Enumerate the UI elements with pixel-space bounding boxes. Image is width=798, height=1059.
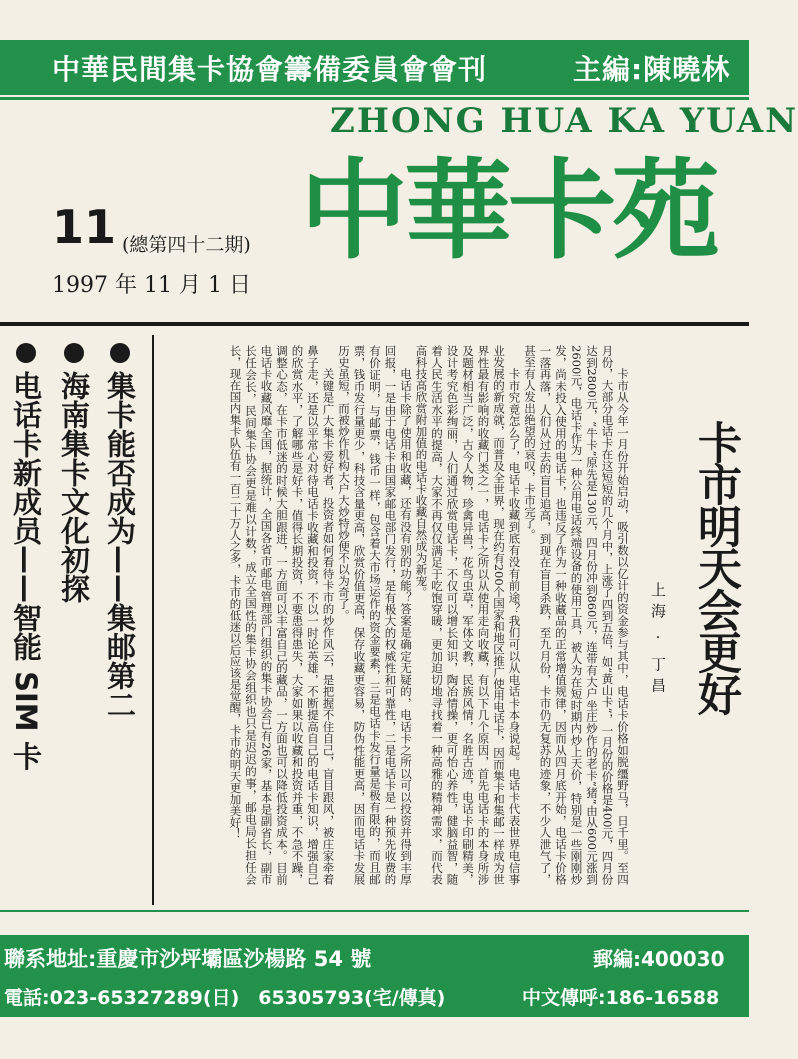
- contact-phones: 電話:023-65327289(日) 65305793(宅/傳真): [4, 987, 446, 1009]
- contact-band: [0, 935, 749, 1017]
- toc-item[interactable]: [8, 343, 44, 771]
- postal-code: 郵編:400030: [593, 947, 725, 971]
- article-body: [168, 345, 630, 885]
- publication-name: 中華民間集卡協會籌備委員會會刊: [52, 53, 488, 86]
- bullet-icon: [64, 343, 84, 363]
- column-divider: [152, 335, 154, 905]
- header-rule: [0, 322, 749, 326]
- masthead-title: 中華卡苑: [300, 149, 717, 274]
- table-of-contents: [0, 335, 150, 905]
- article-paragraph: 电话卡除了使用和收藏，还有没有别的功能？答案是确定无疑的，电话卡之所以可以投资并得到丰厚回报，一是由于电话卡由国家邮电部门发行，是有极大的权威性和可靠性，二是电话卡是一种预先收费的有价证明，与邮票，钱币一样，包含着大市场运作的资金要素，三是电话卡发行量是极有限的，而且邮票，钱币发行量更少，科技含量更高，欣赏价值更高，保存收藏更容易，防伪性能更高，因而电话卡发展历史虽短，而被炒作机构大户大炒特炒便不以为奇了。: [337, 345, 413, 885]
- toc-item-label: 海南集卡文化初探: [57, 371, 91, 603]
- article-headline: 卡市明天会更好: [690, 420, 741, 714]
- pinyin-title: ZHONG HUA KA YUAN: [330, 101, 798, 141]
- toc-item[interactable]: [56, 343, 92, 603]
- footer-divider: [0, 910, 749, 912]
- contact-address: 聯系地址:重慶市沙坪壩區沙楊路 54 號: [4, 947, 372, 971]
- header-divider: [0, 97, 749, 100]
- toc-item[interactable]: [102, 343, 138, 719]
- editor-credit: 主編:陳曉林: [573, 53, 731, 86]
- issue-date: 1997 年 11 月 1 日: [52, 273, 251, 298]
- issue-total: (總第四十二期): [122, 234, 251, 256]
- bullet-icon: [110, 343, 130, 363]
- article-byline: 上海 · 丁昌: [649, 582, 667, 699]
- header-band: [0, 40, 749, 95]
- article-paragraph: 关键是广大集卡爱好者，投资者如何看待卡市的炒作风云，是把握不住自己，盲目跟风，被庄家牵着鼻子走，还是以平常心对待电话卡收藏和投资，不以一时论英雄，不断提高自己的电话卡知识，增强自己的欣赏水平，了解哪些是好卡，值得长期投资，不要患得患失，大家如果以收藏和投资并重，不急不躁，调整心态，在卡市低迷的时候大胆跟进，一方面可以丰富自己的藏品，一方面也可以降低投资成本。目前电话卡收藏风靡全国，据统计，全国各省市邮电管理部门组织的集卡协会已有26家，基本是副省长，副市长任会长，民间集卡协会更是难以计数，成立全国性的集卡协会组织也只是迟迟的事，邮电局长担任会长，现在国内集卡队伍有一百二十万人之多，卡市的低迷以后应该是觉醒，卡市的明天更加美好！: [228, 345, 336, 885]
- article-paragraph: 卡市从今年一月份开始启动，吸引数以亿计的资金参与其中，电话卡价格如脱缰野马，日千里。至四月份，大部分电话卡在这短短的几个月中，上涨了四到五倍，如“黄山卡”，一月份的价格是400元，四月份达到2800元，“牛卡”原先是130元，四月份冲到860元，连带有大户坐庄炒作的老卡“猪”由从600元涨到2600元，电话卡作为一种公用电话终端设备的使用工具，被人为在短时期内炒上天价，特别是一些刚刚炒发，尚未投入使用的电话卡，也违反了作为一种收藏品的正常增值规律，因而从四月底开始，电话卡价格一落再落，人们从过去的盲目追高，到现在盲目杀跌，至九月份，卡市仍无复苏的迹象，不少人泄气了，甚至有人发出绝望的哀叹，卡市完了。: [523, 345, 630, 885]
- bullet-icon: [16, 343, 36, 363]
- toc-item-label: 电话卡新成员——智能 SIM 卡: [9, 371, 43, 771]
- issue-number: 11: [52, 200, 117, 254]
- contact-pager: 中文傳呼:186-16588: [522, 987, 720, 1009]
- toc-item-label: 集卡能否成为——集邮第二: [103, 371, 137, 719]
- article-paragraph: 卡市究竟怎么了，电话卡收藏到底有没有前途？我们可以从电话卡本身说起。电话卡代表世界电信事业发展的新成就，而普及全世界，现在约有200个国家和地区推广使用电话卡，因而集卡和集邮一样成为世界性最有影响的收藏门类之一，电话卡之所以从使用走向收藏，有以下几个原因，首先电话卡的本身所涉及题材相当广泛，古今人物，珍禽异兽，花鸟虫草，军体文教，民族风情，名胜古迹，电话卡印刷精美，设计考究色彩绚丽，人们通过欣赏电话卡，不仅可以增长知识，陶冶情操，更可怡心养性，健脑益智，随着人民生活水平的提高，大家不再仅仅满足于吃饱穿暖，更加迫切地寻找着一种高雅的精神需求，而代表高科技高欣赏附加值的电话卡收藏自然成为新宠。: [414, 345, 522, 885]
